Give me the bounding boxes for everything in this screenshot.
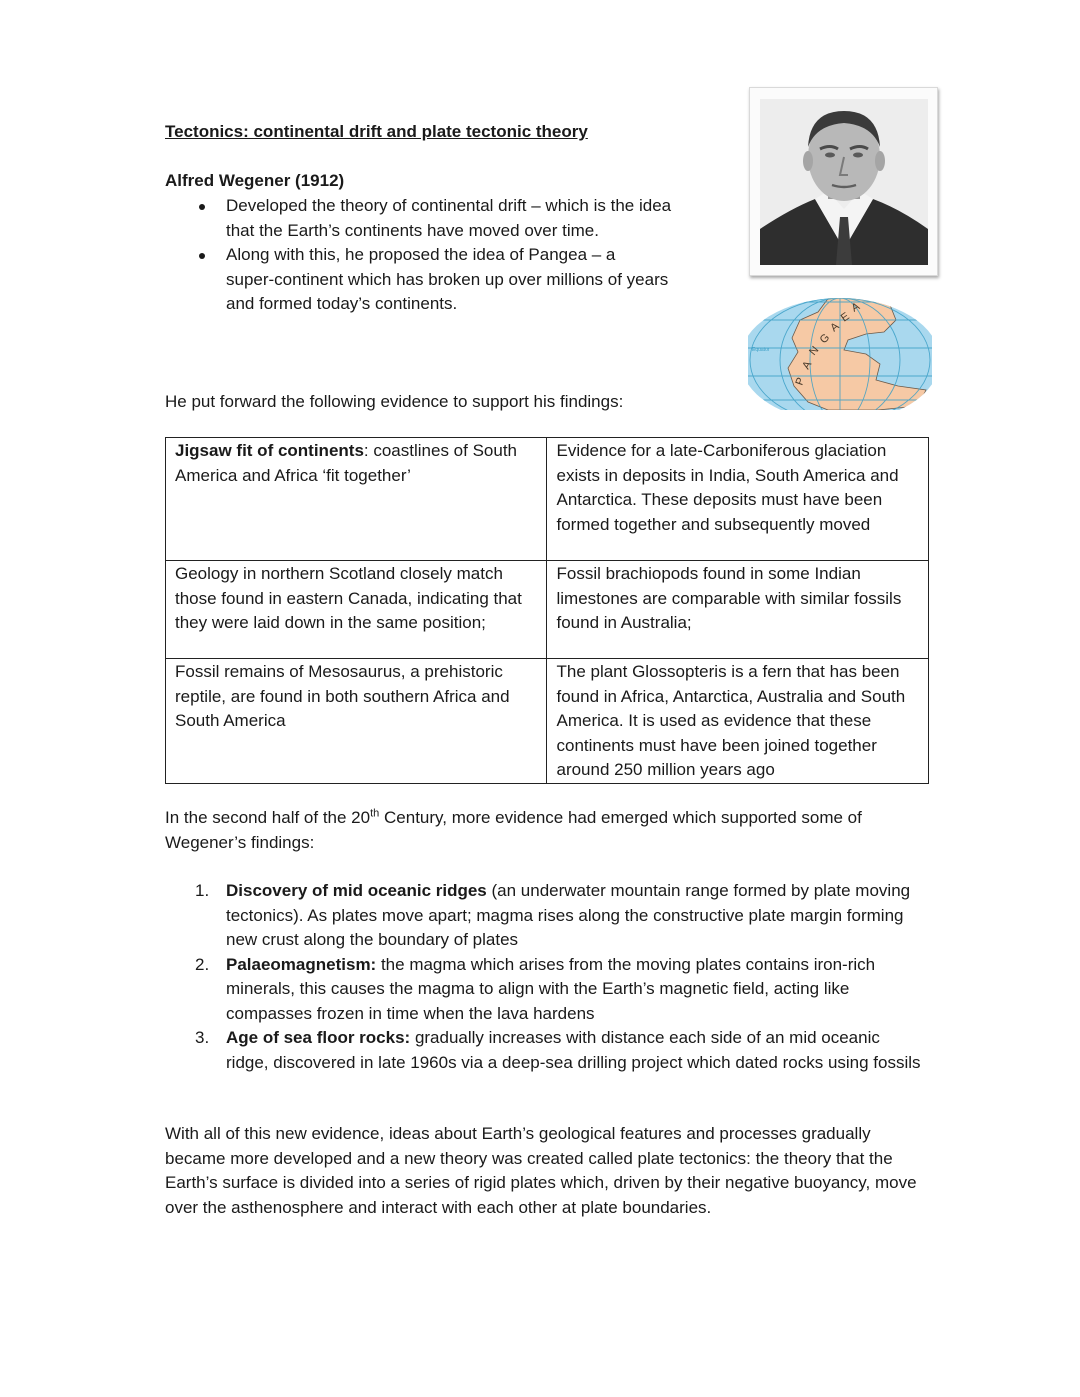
table-row: [166, 438, 929, 561]
list-item: 1. Discovery of mid oceanic ridges (an underwater mountain range formed by plate moving tectonics). As plates move apart; magma rises along the constructive plate margin forming new crust along the boundary of plates: [195, 881, 911, 949]
table-cell: Geology in northern Scotland closely match those found in eastern Canada, indicating that they were laid down in the same position;: [166, 561, 547, 659]
conclusion-paragraph: With all of this new evidence, ideas about Earth’s geological features and processes gradually became more developed and a new theory was created called plate tectonics: the theory that the Earth’s surface is divided into a series of rigid plates which, driven by their negative buoyancy, move over the asthenosphere and interact with each other at plate boundaries.: [165, 1124, 917, 1217]
wegener-bullet-list: [165, 194, 725, 317]
bullet-item: Along with this, he proposed the idea of Pangea – a super-continent which has broken up over millions of years and formed today’s continents.: [165, 243, 725, 317]
wegener-portrait: [749, 87, 938, 276]
pangaea-globe-icon: [748, 290, 932, 410]
bullet-dot-icon: [199, 204, 205, 210]
bullet-item: Developed the theory of continental drift – which is the idea that the Earth’s continents have moved over time.: [165, 194, 725, 243]
svg-text:G: G: [817, 331, 833, 347]
svg-text:A: A: [800, 359, 815, 372]
new-evidence-list: [165, 879, 925, 1075]
svg-text:P: P: [793, 376, 808, 388]
equator-label: Equator: [752, 347, 770, 353]
bullet-dot-icon: [199, 253, 205, 259]
svg-text:E: E: [838, 310, 852, 325]
table-row: [166, 561, 929, 659]
portrait-image-icon: [760, 99, 928, 265]
table-cell: Fossil brachiopods found in some Indian limestones are comparable with similar fossils found in Australia;: [547, 561, 929, 659]
page-title: Tectonics: continental drift and plate tectonic theory: [165, 122, 588, 141]
evidence-intro: He put forward the following evidence to support his findings:: [165, 392, 624, 411]
section-heading-wegener: Alfred Wegener (1912): [165, 171, 345, 190]
table-cell: Jigsaw fit of continents: coastlines of South America and Africa ‘fit together’: [166, 438, 547, 561]
table-cell: The plant Glossopteris is a fern that has been found in Africa, Antarctica, Australia and South America. It is used as evidence that these continents must have been joined together around 250 million years ago: [547, 659, 929, 784]
second-half-paragraph: In the second half of the 20th Century, more evidence had emerged which supported some of Wegener’s findings:: [165, 807, 862, 852]
svg-text:A: A: [828, 320, 842, 335]
table-cell: Fossil remains of Mesosaurus, a prehistoric reptile, are found in both southern Africa and South America: [166, 659, 547, 784]
table-row: [166, 659, 929, 784]
svg-text:N: N: [807, 344, 822, 358]
svg-text:A: A: [849, 300, 862, 315]
list-item: 3. Age of sea floor rocks: gradually increases with distance each side of an mid oceanic ridge, discovered in late 1960s via a deep-sea drilling project which dated rocks using fossils: [195, 1028, 921, 1072]
table-cell: Evidence for a late-Carboniferous glaciation exists in deposits in India, South America and Antarctica. These deposits must have been formed together and subsequently moved: [547, 438, 929, 561]
evidence-table: [165, 437, 929, 784]
pangaea-map: [748, 290, 932, 410]
list-item: 2. Palaeomagnetism: the magma which arises from the moving plates contains iron-rich minerals, this causes the magma to align with the Earth’s magnetic field, acting like compasses frozen in time when the lava hardens: [195, 954, 876, 1023]
